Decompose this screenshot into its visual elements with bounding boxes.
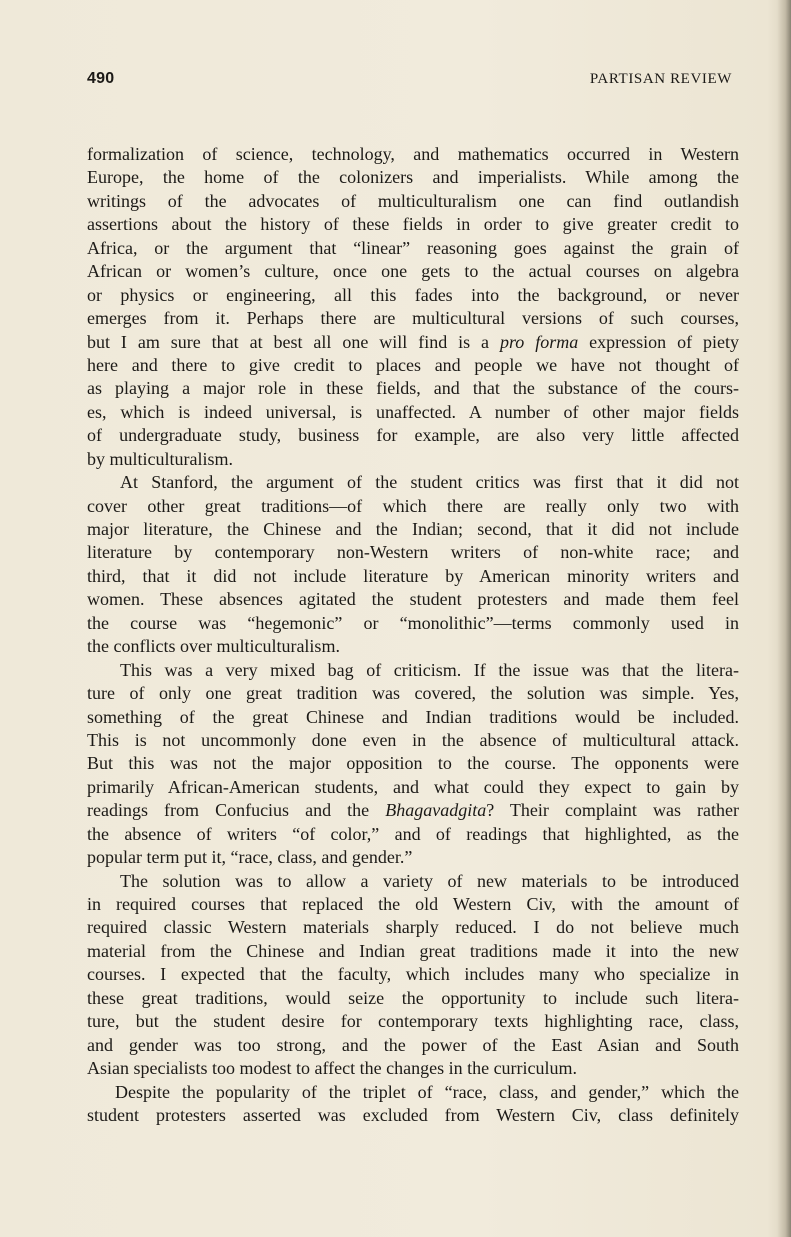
text-segment: expression of piety: [578, 331, 739, 352]
text-line: popular term put it, “race, class, and gender.”: [87, 847, 413, 868]
text-line: At Stanford, the argument of the student critics was first that it did not: [120, 472, 739, 493]
text-line: literature by contemporary non-Western writers of non-white race; and: [87, 542, 739, 563]
text-line: Despite the popularity of the triplet of “race, class, and gender,” which the: [115, 1081, 739, 1102]
text-line: This is not uncommonly done even in the absence of multicultural attack.: [87, 729, 739, 750]
text-line: required classic Western materials sharply reduced. I do not believe much: [87, 917, 739, 938]
text-line: third, that it did not include literature by American minority writers and: [87, 565, 739, 586]
body-text: [87, 143, 739, 1127]
text-line: the course was “hegemonic” or “monolithic”—terms commonly used in: [87, 612, 739, 633]
text-line: Europe, the home of the colonizers and imperialists. While among the: [87, 167, 739, 188]
text-line: ture, but the student desire for contemporary texts highlighting race, class,: [87, 1011, 739, 1032]
text-line: in required courses that replaced the old Western Civ, with the amount of: [87, 894, 739, 914]
text-line: The solution was to allow a variety of new materials to be introduced: [120, 870, 739, 891]
text-line: of undergraduate study, business for example, are also very little affected: [87, 425, 739, 446]
page-number: 490: [87, 70, 115, 87]
text-line: But this was not the major opposition to the course. The opponents were: [87, 753, 739, 774]
text-line: African or women’s culture, once one gets to the actual courses on algebra: [87, 261, 739, 282]
text-line: the conflicts over multiculturalism.: [87, 636, 340, 657]
text-line: assertions about the history of these fields in order to give greater credit to: [87, 214, 739, 235]
text-line: emerges from it. Perhaps there are multicultural versions of such courses,: [87, 308, 739, 329]
italic-term: Bhagavadgita: [385, 800, 487, 821]
text-line: es, which is indeed universal, is unaffected. A number of other major fields: [87, 401, 739, 422]
text-line: by multiculturalism.: [87, 448, 233, 469]
text-line: and gender was too strong, and the power of the East Asian and South: [87, 1034, 739, 1055]
text-line: or physics or engineering, all this fades into the background, or never: [87, 284, 739, 305]
text-segment: but I am sure that at best all one will find is a: [87, 331, 500, 352]
text-line: here and there to give credit to places and people we have not thought of: [87, 354, 739, 375]
journal-title: PARTISAN REVIEW: [589, 71, 732, 87]
text-line: courses. I expected that the faculty, which includes many who specialize in: [87, 964, 739, 985]
text-line: as playing a major role in these fields, and that the substance of the cours-: [87, 378, 739, 399]
text-line: primarily African-American students, and what could they expect to gain by: [87, 776, 739, 797]
text-line: ture of only one great tradition was covered, the solution was simple. Yes,: [87, 683, 739, 704]
spine-shadow: [777, 0, 791, 1237]
text-line: [87, 799, 739, 822]
text-segment: ? Their complaint was rather: [486, 800, 739, 821]
text-line: [87, 331, 739, 354]
text-line: Africa, or the argument that “linear” reasoning goes against the grain of: [87, 237, 739, 258]
running-head: [87, 70, 732, 94]
text-line: material from the Chinese and Indian great traditions made it into the new: [87, 940, 739, 961]
text-line: the absence of writers “of color,” and of readings that highlighted, as the: [87, 823, 739, 844]
text-line: formalization of science, technology, and mathematics occurred in Western: [87, 144, 739, 164]
text-line: student protesters asserted was excluded from Western Civ, class definitely: [87, 1104, 739, 1125]
text-line: cover other great traditions—of which there are really only two with: [87, 495, 739, 516]
text-line: major literature, the Chinese and the Indian; second, that it did not include: [87, 519, 739, 539]
text-line: women. These absences agitated the student protesters and made them feel: [87, 589, 739, 610]
text-line: writings of the advocates of multiculturalism one can find outlandish: [87, 190, 739, 211]
italic-term: pro forma: [499, 331, 579, 352]
text-line: something of the great Chinese and Indian traditions would be included.: [87, 706, 739, 727]
text-line: these great traditions, would seize the opportunity to include such litera-: [87, 987, 739, 1008]
text-line: This was a very mixed bag of criticism. If the issue was that the litera-: [120, 659, 739, 680]
text-line: Asian specialists too modest to affect the changes in the curriculum.: [87, 1058, 578, 1079]
text-segment: readings from Confucius and the: [87, 800, 386, 821]
